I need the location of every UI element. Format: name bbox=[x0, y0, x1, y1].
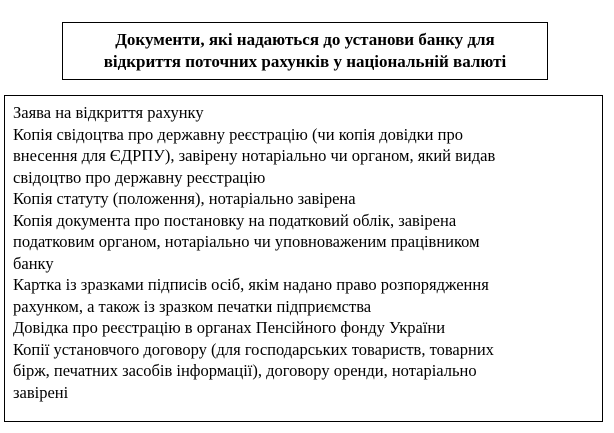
document-item-signature-card bbox=[13, 274, 596, 317]
documents-list-box bbox=[4, 95, 603, 422]
document-line: Довідка про реєстрацію в органах Пенсійного фонду України bbox=[13, 318, 446, 337]
document-line: Копія статуту (положення), нотаріально завірена bbox=[13, 189, 356, 208]
document-line: Копія свідоцтва про державну реєстрацію (чи копія довідки про bbox=[13, 124, 463, 144]
document-item-registration-certificate bbox=[13, 124, 596, 189]
document-line: завірені bbox=[13, 382, 69, 402]
document-line: податковим органом, нотаріально чи уповноваженим працівником bbox=[13, 232, 480, 251]
document-item-tax-registration bbox=[13, 210, 596, 275]
diagram-title-line-2: відкриття поточних рахунків у національній валюті bbox=[103, 52, 507, 71]
document-line: Картка із зразками підписів осіб, якім надано право розпорядження bbox=[13, 275, 489, 294]
document-item-application bbox=[13, 102, 596, 124]
document-line: бірж, печатних засобів інформації), договору оренди, нотаріально bbox=[13, 361, 477, 380]
document-line: банку bbox=[13, 253, 54, 273]
document-item-founding-agreement bbox=[13, 339, 596, 404]
document-item-pension-fund-certificate bbox=[13, 317, 596, 339]
document-line: рахунком, а також із зразком печатки підприємства bbox=[13, 296, 372, 316]
diagram-title-box bbox=[62, 22, 548, 80]
document-line: внесення для ЄДРПУ), завірену нотаріально чи органом, який видав bbox=[13, 146, 496, 165]
document-line: свідоцтво про державну реєстрацію bbox=[13, 167, 266, 187]
document-line: Копія документа про постановку на податковий облік, завірена bbox=[13, 210, 457, 230]
diagram-title bbox=[104, 29, 507, 73]
document-line: Копії установчого договору (для господарських товариств, товарних bbox=[13, 339, 494, 359]
diagram-title-line-1: Документи, які надаються до установи банку для bbox=[115, 30, 495, 49]
document-line: Заява на відкриття рахунку bbox=[13, 103, 204, 122]
document-item-statute-copy bbox=[13, 188, 596, 210]
